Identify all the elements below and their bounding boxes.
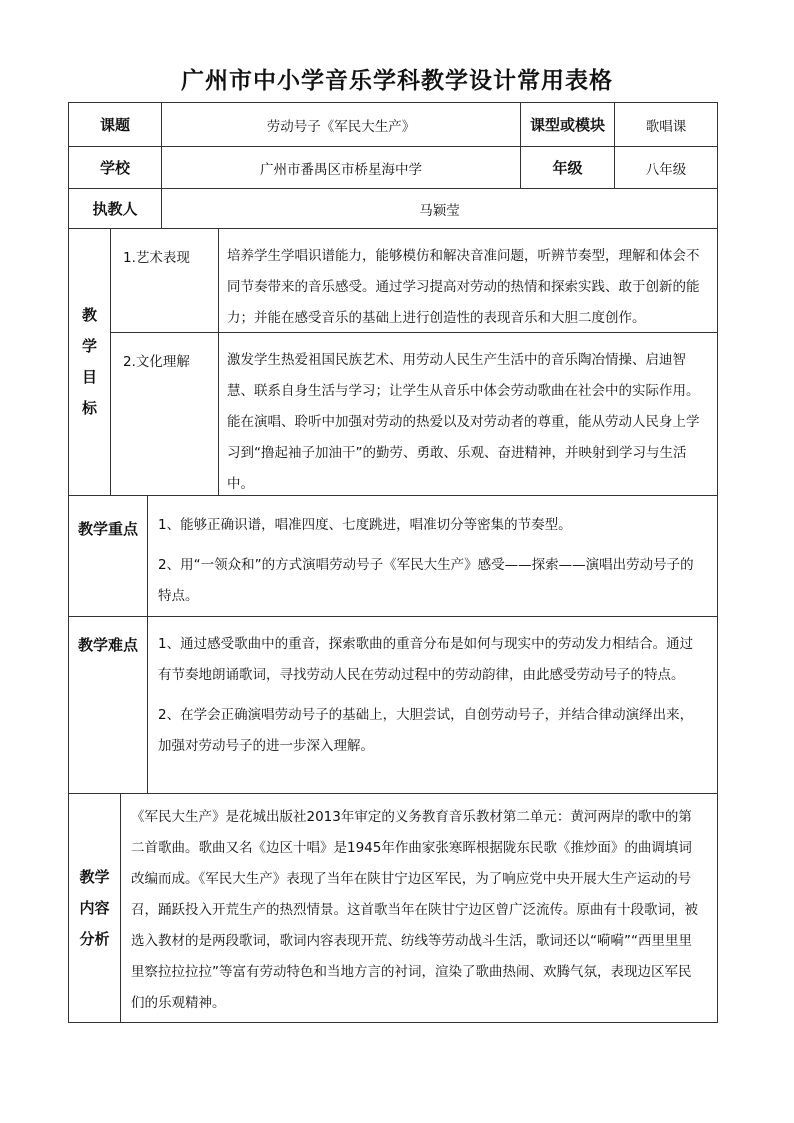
- key-points-label: 教学重点: [68, 495, 148, 617]
- analysis-label: [68, 793, 121, 1023]
- goals-label-char: 标: [81, 399, 97, 417]
- key-point-item: 2、用“一领众和”的方式演唱劳动号子《军民大生产》感受——探索——演唱出劳动号子的特点。: [158, 557, 694, 604]
- grade-label: 年级: [520, 146, 615, 189]
- difficulties-content: [147, 616, 718, 794]
- teacher-value: 马颖莹: [161, 188, 718, 229]
- goal-1-name: 1.艺术表现: [110, 228, 219, 333]
- teacher-label: 执教人: [68, 188, 162, 229]
- goals-label-char: 教: [81, 306, 97, 324]
- difficulty-item: 2、在学会正确演唱劳动号子的基础上，大胆尝试，自创劳动号子，并结合律动演绎出来，加强对劳动号子的进一步深入理解。: [158, 707, 694, 754]
- goal-2-text: 激发学生热爱祖国民族艺术、用劳动人民生产生活中的音乐陶冶情操、启迪智慧、联系自身生活与学习；让学生从音乐中体会劳动歌曲在社会中的实际作用。能在演唱、聆听中加强对劳动的热爱以及对劳动者的尊重，能从劳动人民身上学习到“撸起袖子加油干”的勤劳、勇敢、乐观、奋进精神，并映射到学习与生活中。: [218, 332, 718, 496]
- goals-label-char: 目: [81, 368, 97, 386]
- difficulty-item: 1、通过感受歌曲中的重音，探索歌曲的重音分布是如何与现实中的劳动发力相结合。通过有节奏地朗诵歌词，寻找劳动人民在劳动过程中的劳动韵律，由此感受劳动号子的特点。: [158, 636, 694, 683]
- goals-label-char: 学: [81, 337, 97, 355]
- page-title: 广州市中小学音乐学科教学设计常用表格: [181, 67, 613, 94]
- goal-1-text: 培养学生学唱识谱能力，能够模仿和解决音准问题，听辨节奏型，理解和体会不同节奏带来的音乐感受。通过学习提高对劳动的热情和探索实践、敢于创新的能力；并能在感受音乐的基础上进行创造性的表现音乐和大胆二度创作。: [218, 228, 718, 333]
- grade-value: 八年级: [614, 146, 718, 189]
- school-value: 广州市番禺区市桥星海中学: [161, 146, 521, 189]
- analysis-label-line: 分析: [79, 929, 110, 948]
- topic-label: 课题: [68, 102, 162, 147]
- key-point-item: 1、能够正确识谱，唱准四度、七度跳进，唱准切分等密集的节奏型。: [158, 517, 572, 533]
- goals-label: [68, 228, 111, 496]
- analysis-label-line: 内容: [79, 898, 110, 917]
- type-value: 歌唱课: [614, 102, 718, 147]
- topic-value: 劳动号子《军民大生产》: [161, 102, 521, 147]
- goal-2-name: 2.文化理解: [110, 332, 219, 496]
- difficulties-label: 教学难点: [68, 616, 148, 794]
- school-label: 学校: [68, 146, 162, 189]
- analysis-text: 《军民大生产》是花城出版社2013年审定的义务教育音乐教材第二单元：黄河两岸的歌中的第二首歌曲。歌曲又名《边区十唱》是1945年作曲家张寒晖根据陇东民歌《推炒面》的曲调填词改编而成。《军民大生产》表现了当年在陕甘宁边区军民，为了响应党中央开展大生产运动的号召，踊跃投入开荒生产的热烈情景。这首歌当年在陕甘宁边区曾广泛流传。原曲有十段歌词，被选入教材的是两段歌词，歌词内容表现开荒、纺线等劳动战斗生活，歌词还以“嗬嗬”“西里里里里察拉拉拉拉”等富有劳动特色和当地方言的衬词，渲染了歌曲热闹、欢腾气氛，表现边区军民们的乐观精神。: [120, 793, 718, 1023]
- analysis-label-line: 教学: [79, 867, 110, 886]
- type-label: 课型或模块: [520, 102, 615, 147]
- key-points-content: [147, 495, 718, 617]
